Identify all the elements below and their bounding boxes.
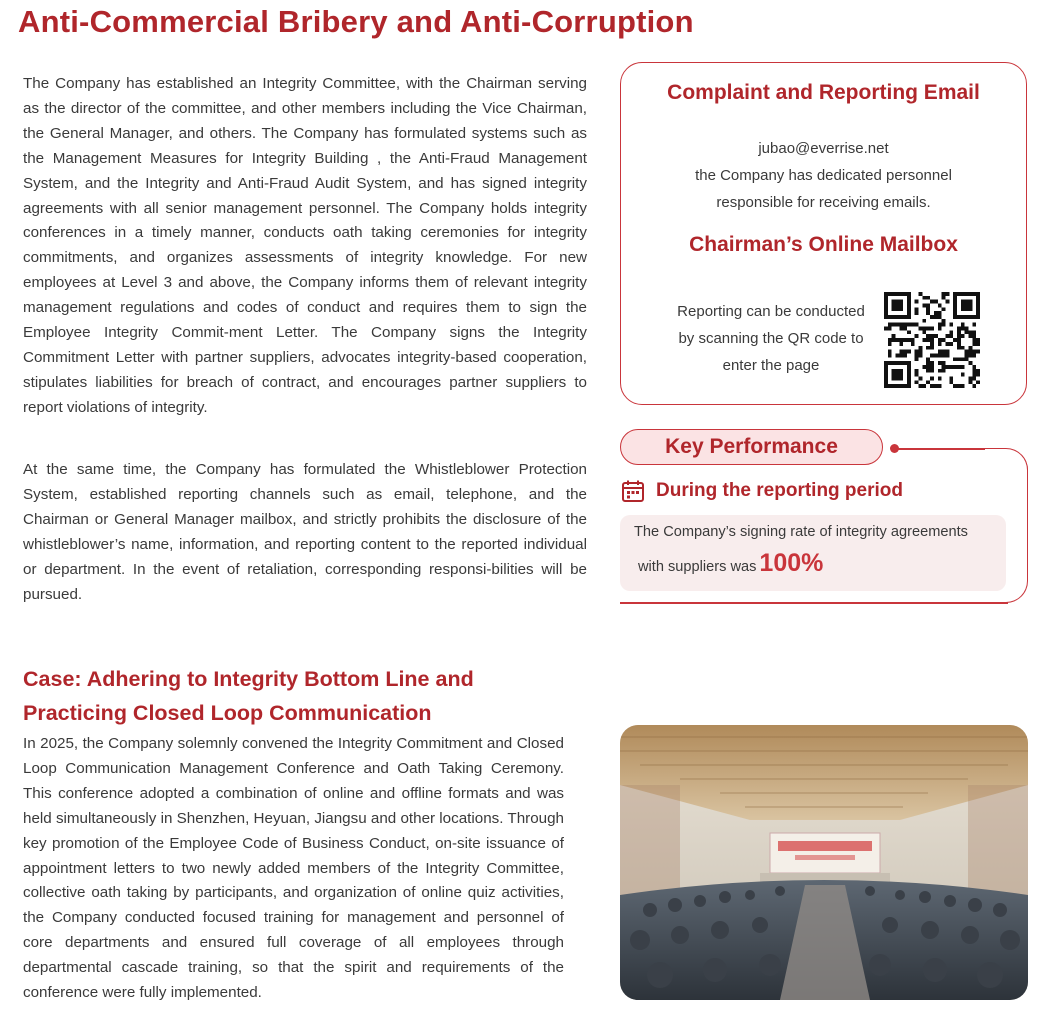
qr-text-line3: enter the page	[722, 357, 820, 374]
statement-line1: The Company’s signing rate of integrity agreements	[634, 524, 968, 540]
whistleblower-paragraph: At the same time, the Company has formulated the Whistleblower Protection System, established reporting channels such as email, telephone, and the Chairman or General Manager mailbox, and strictly prohibits the disclosure of the whistleblower’s name, information, and reporting content to the reported individual or department. In the event of retaliation, corresponding responsi-bilities will be pursued.	[23, 461, 587, 603]
statement-line2: with suppliers was	[638, 559, 757, 575]
email-address[interactable]: jubao@everrise.net	[758, 140, 889, 157]
case-title-line1: Case: Adhering to Integrity Bottom Line and	[23, 667, 474, 691]
email-note-line2: responsible for receiving emails.	[716, 194, 931, 211]
intro-paragraph: The Company has established an Integrity Committee, with the Chairman serving as the director of the committee, and other members including the Vice Chairman, the General Manager, and others. The Company has formulated systems such as the Management Measures for Integrity Building , the Anti-Fraud Management System, and the Integrity and Anti-Fraud Audit System, and has signed integrity agreements with all senior management personnel. The Company holds integrity conferences in a timely manner, conducts oath taking ceremonies for integrity commitments, and organizes assessments of integrity knowledge. For new employees at Level 3 and above, the Company informs them of relevant integrity management regulations and codes of conduct and requires them to sign the Employee Integrity Commit-ment Letter. The Company signs the Integrity Commitment Letter with partner suppliers, advocates integrity-based cooperation, stipulates liabilities for breach of contract, and encourages partner suppliers to report violations of integrity.	[23, 75, 587, 416]
case-title-line2: Practicing Closed Loop Communication	[23, 701, 432, 725]
signing-rate-value: 100%	[759, 549, 824, 577]
divider	[620, 602, 1008, 604]
calendar-icon	[621, 479, 645, 503]
case-paragraph: In 2025, the Company solemnly convened the Integrity Commitment and Closed Loop Communication Management Conference and Oath Taking Ceremony. This conference adopted a combination of online and offline formats and was held simultaneously in Shenzhen, Heyuan, Jiangsu and other locations. Through key promotion of the Employee Code of Business Conduct, on-site issuance of appointment letters to two newly added members of the Integrity Committee, collective oath taking by participants, and organization of online quiz activities, the Company conducted focused training for management and personnel of core departments and ensured full coverage of all employees through departmental cascade training, so that the spirit and requirements of the conference were fully implemented.	[23, 735, 564, 1002]
qr-instructions	[661, 298, 881, 379]
email-note-line1: the Company has dedicated personnel	[695, 167, 952, 184]
email-info	[621, 135, 1026, 216]
qr-text-line2: by scanning the QR code to	[678, 330, 864, 347]
complaint-reporting-box	[620, 62, 1027, 405]
case-title	[23, 662, 583, 730]
frame-corner	[985, 448, 1028, 488]
key-performance-label: Key Performance	[620, 429, 883, 465]
email-heading: Complaint and Reporting Email	[667, 81, 980, 104]
qr-code-icon[interactable]	[884, 292, 980, 388]
statement-line2-row	[638, 549, 823, 578]
qr-text-line1: Reporting can be conducted	[677, 303, 865, 320]
mailbox-heading: Chairman’s Online Mailbox	[689, 233, 958, 256]
page-title: Anti-Commercial Bribery and Anti-Corruption	[18, 4, 694, 39]
reporting-period-label: During the reporting period	[656, 480, 903, 501]
reporting-period-row	[621, 477, 903, 505]
performance-card	[620, 515, 1006, 591]
conference-photo	[620, 725, 1028, 1000]
